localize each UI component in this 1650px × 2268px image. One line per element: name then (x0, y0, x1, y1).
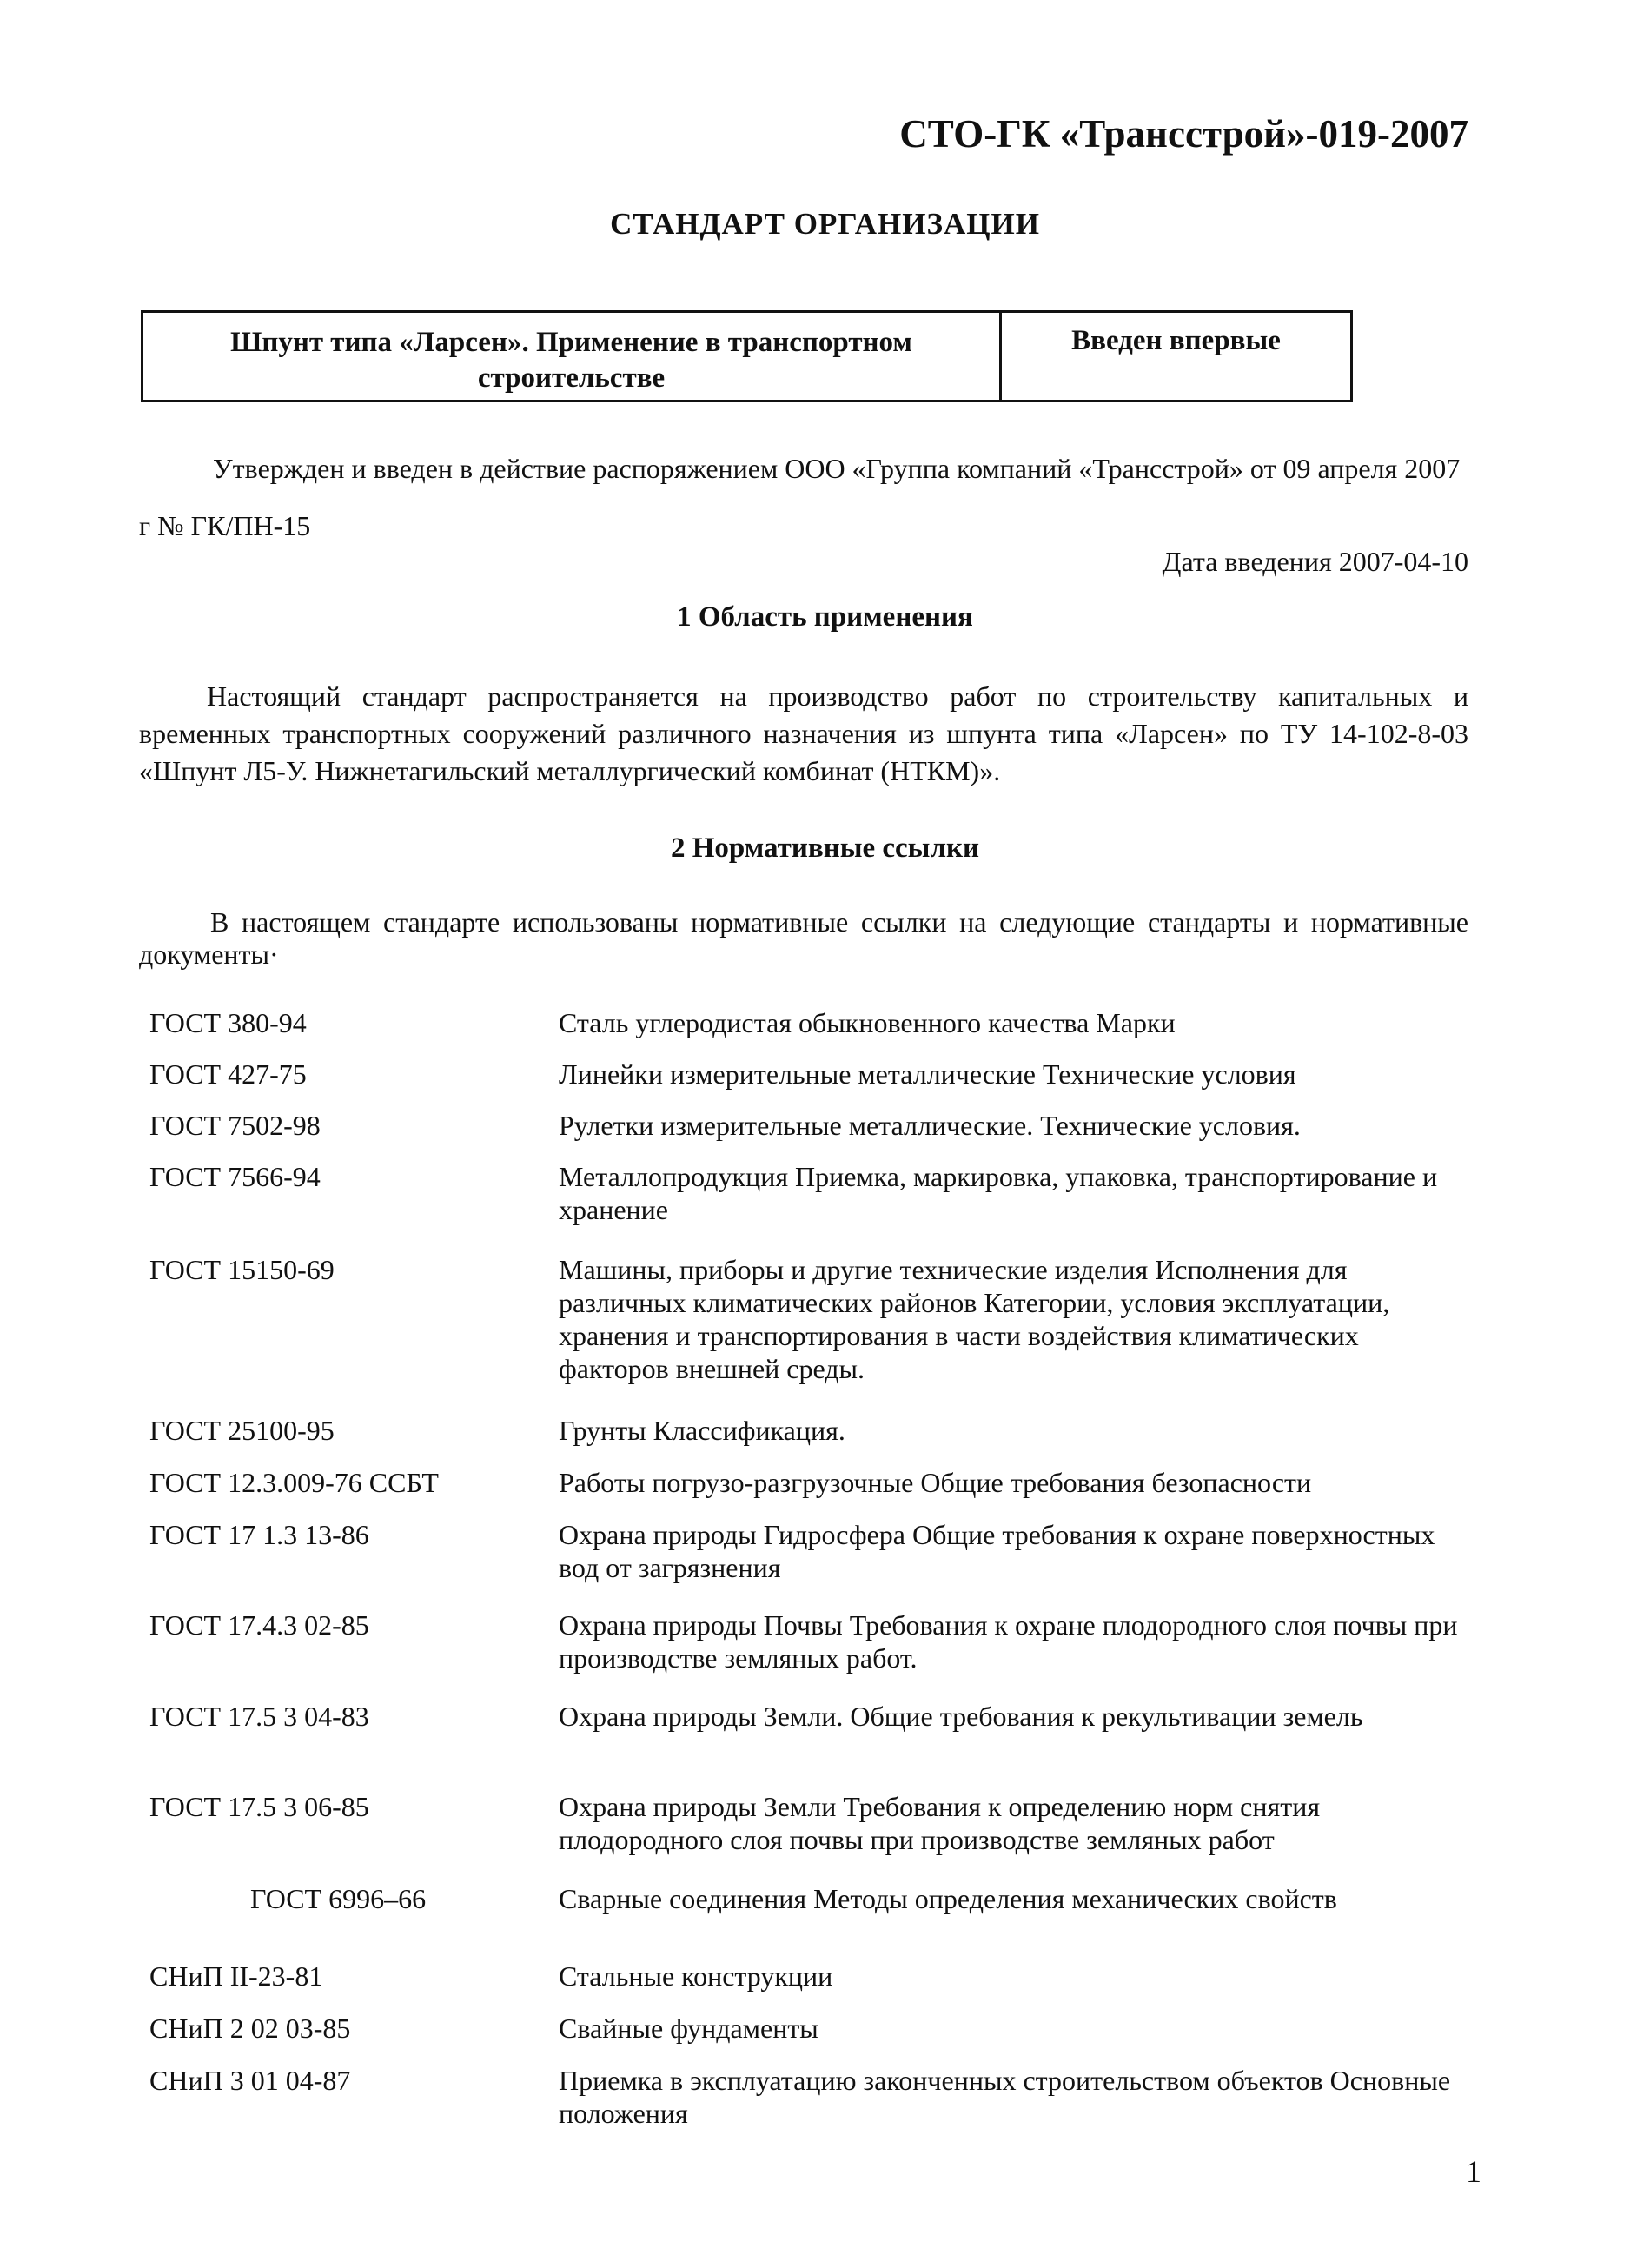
section-2-heading: 2 Нормативные ссылки (671, 832, 979, 864)
reference-code: ГОСТ 17.4.3 02-85 (149, 1609, 369, 1641)
reference-description: Охрана природы Земли. Общие требования к рекультивации земель (559, 1701, 1363, 1732)
section-1-heading: 1 Область применения (677, 601, 973, 633)
approval-statement: Утвержден и введен в действие распоряжением ООО «Группа компаний «Трансстрой» от 09 апреля 2007 г № ГК/ПН-15 (139, 453, 1461, 541)
reference-description: Охрана природы Почвы Требования к охране плодородного слоя почвы при производстве земляных работ. (559, 1609, 1458, 1674)
standard-status: Введен впервые (1071, 325, 1281, 356)
reference-code: ГОСТ 380-94 (149, 1007, 307, 1038)
reference-code: ГОСТ 17.5 3 06-85 (149, 1791, 369, 1822)
reference-description: Металлопродукция Приемка, маркировка, упаковка, транспортирование и хранение (559, 1161, 1438, 1225)
reference-description: Приемка в эксплуатацию законченных строительством объектов Основные положения (559, 2065, 1451, 2129)
reference-code: ГОСТ 7502-98 (149, 1110, 321, 1141)
reference-code: ГОСТ 17 1.3 13-86 (149, 1519, 369, 1550)
reference-description: Рулетки измерительные металлические. Технические условия. (559, 1110, 1301, 1141)
reference-code: ГОСТ 15150-69 (149, 1254, 335, 1285)
reference-code: ГОСТ 25100-95 (149, 1415, 335, 1446)
section-2-intro: В настоящем стандарте использованы нормативные ссылки на следующие стандарты и нормативные документы· (139, 906, 1468, 970)
standard-title: Шпунт типа «Ларсен». Применение в транспортном строительстве (143, 313, 1002, 400)
reference-code: СНиП 2 02 03-85 (149, 2013, 351, 2044)
reference-description: Сварные соединения Методы определения механических свойств (559, 1883, 1337, 1914)
reference-code: ГОСТ 427-75 (149, 1058, 307, 1090)
reference-description: Работы погрузо-разгрузочные Общие требования безопасности (559, 1467, 1312, 1498)
org-standard-title: СТАНДАРТ ОРГАНИЗАЦИИ (610, 207, 1040, 241)
reference-code: ГОСТ 12.3.009-76 ССБТ (149, 1467, 439, 1498)
document-code: СТО-ГК «Трансстрой»-019-2007 (899, 112, 1468, 156)
reference-description: Машины, приборы и другие технические изделия Исполнения для различных климатических районов Категории, условия эксплуатации, хранения и транспортирования в части воздействия климатических факторов внешней среды. (559, 1254, 1390, 1384)
reference-description: Охрана природы Гидросфера Общие требования к охране поверхностных вод от загрязнения (559, 1519, 1435, 1583)
section-1-text: Настоящий стандарт распространяется на производство работ по строительству капитальных и временных транспортных сооружений различного назначения из шпунта типа «Ларсен» по ТУ 14-102-8-03 «Шпунт Л5-У. Нижнетагильский металлургический комбинат (НТКМ)». (139, 680, 1468, 786)
reference-description: Линейки измерительные металлические Технические условия (559, 1058, 1296, 1090)
reference-code: ГОСТ 6996–66 (250, 1883, 427, 1914)
reference-description: Охрана природы Земли Требования к определению норм снятия плодородного слоя почвы при производстве земляных работ (559, 1791, 1321, 1855)
reference-description: Свайные фундаменты (559, 2013, 818, 2044)
reference-code: ГОСТ 17.5 3 04-83 (149, 1701, 369, 1732)
reference-description: Сталь углеродистая обыкновенного качества Марки (559, 1007, 1176, 1038)
page-number: 1 (1466, 2154, 1481, 2189)
introduction-date: Дата введения 2007-04-10 (1162, 546, 1468, 577)
reference-code: ГОСТ 7566-94 (149, 1161, 321, 1192)
reference-description: Грунты Классификация. (559, 1415, 845, 1446)
reference-code: СНиП 3 01 04-87 (149, 2065, 351, 2096)
reference-code: СНиП II-23-81 (149, 1960, 323, 1992)
reference-description: Стальные конструкции (559, 1960, 833, 1992)
